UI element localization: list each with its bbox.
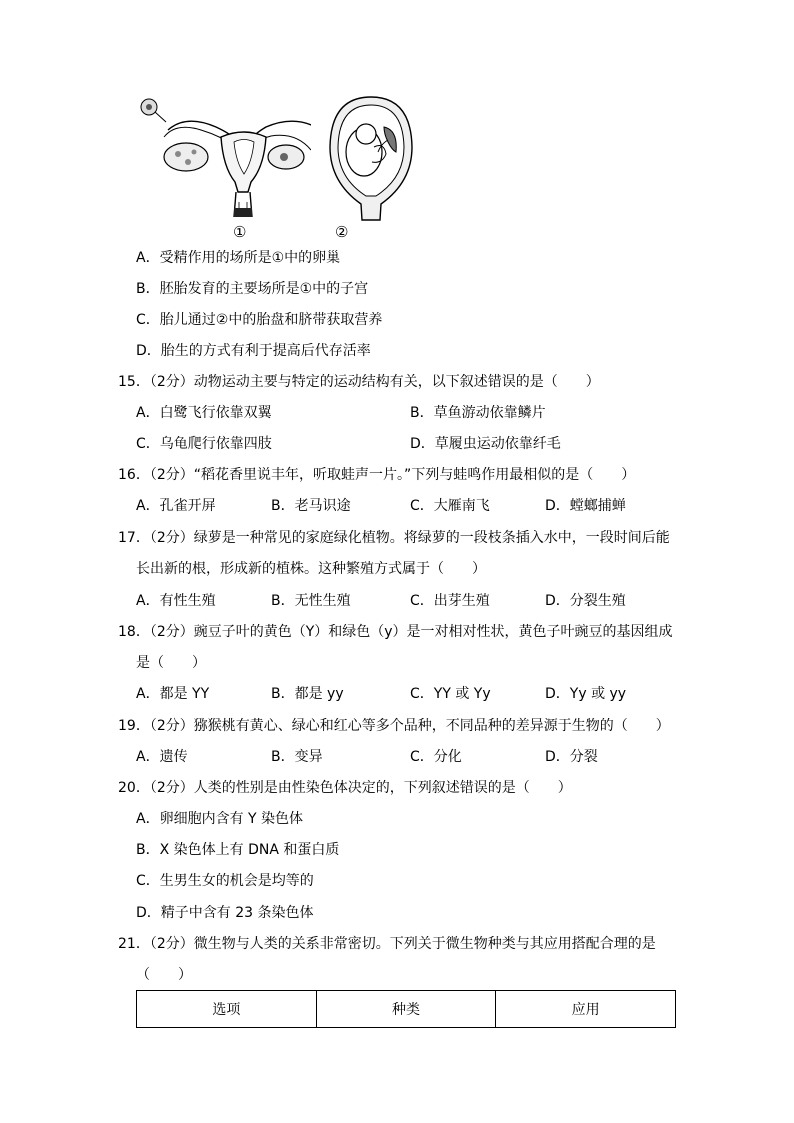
q17-option-a: A．有性生殖 — [136, 593, 216, 609]
q16-stem: 16．（2分）“稻花香里说丰年，听取蛙声一片。”下列与蛙鸣作用最相似的是（ ） — [118, 467, 636, 483]
q14-option-a: A．受精作用的场所是①中的卵巢 — [136, 250, 341, 266]
q17-option-b: B．无性生殖 — [271, 593, 351, 609]
table-header-row — [137, 991, 676, 1028]
q16-option-b: B．老马识途 — [271, 498, 351, 514]
reproductive-figure — [136, 92, 426, 242]
uterus-ovary-illustration — [136, 92, 311, 222]
q19-stem: 19．（2分）猕猴桃有黄心、绿心和红心等多个品种，不同品种的差异源于生物的（ ） — [118, 718, 670, 734]
q15-option-c: C．乌龟爬行依靠四肢 — [136, 436, 272, 452]
q20-option-c: C．生男生女的机会是均等的 — [136, 873, 314, 889]
q18-option-c: C．YY 或 Yy — [410, 686, 491, 702]
q20-stem: 20．（2分）人类的性别是由性染色体决定的，下列叙述错误的是（ ） — [118, 780, 572, 796]
figure-label-2: ② — [335, 223, 349, 241]
q16-option-a: A．孔雀开屏 — [136, 498, 216, 514]
table-header-type: 种类 — [316, 991, 496, 1028]
q15-option-d: D．草履虫运动依靠纤毛 — [410, 436, 561, 452]
q21-stem-line2: （ ） — [136, 967, 192, 983]
fetus-in-uterus-illustration — [326, 92, 416, 222]
q17-stem-line1: 17．（2分）绿萝是一种常见的家庭绿化植物。将绿萝的一段枝条插入水中，一段时间后能 — [118, 530, 670, 546]
q19-option-b: B．变异 — [271, 749, 323, 765]
q15-option-a: A．白鹭飞行依靠双翼 — [136, 405, 272, 421]
q20-option-d: D．精子中含有 23 条染色体 — [136, 905, 314, 921]
q18-stem-line1: 18．（2分）豌豆子叶的黄色（Y）和绿色（y）是一对相对性状，黄色子叶豌豆的基因组成 — [118, 624, 673, 640]
q18-option-b: B．都是 yy — [271, 686, 344, 702]
figure-label-1: ① — [233, 223, 247, 241]
q20-option-a: A．卵细胞内含有 Y 染色体 — [136, 811, 304, 827]
q17-stem-line2: 长出新的根，形成新的植株。这种繁殖方式属于（ ） — [136, 561, 486, 577]
q19-option-a: A．遗传 — [136, 749, 188, 765]
q20-option-b: B．X 染色体上有 DNA 和蛋白质 — [136, 842, 340, 858]
q16-option-d: D．螳螂捕蝉 — [545, 498, 626, 514]
q14-option-d: D．胎生的方式有利于提高后代存活率 — [136, 343, 371, 359]
q21-options-table — [136, 990, 676, 1028]
q19-option-d: D．分裂 — [545, 749, 598, 765]
q15-stem: 15．（2分）动物运动主要与特定的运动结构有关，以下叙述错误的是（ ） — [118, 374, 600, 390]
q18-stem-line2: 是（ ） — [136, 655, 206, 671]
table-header-option: 选项 — [137, 991, 317, 1028]
q14-option-b: B．胚胎发育的主要场所是①中的子宫 — [136, 281, 369, 297]
q18-option-a: A．都是 YY — [136, 686, 210, 702]
q19-option-c: C．分化 — [410, 749, 462, 765]
q16-option-c: C．大雁南飞 — [410, 498, 490, 514]
q17-option-d: D．分裂生殖 — [545, 593, 626, 609]
q15-option-b: B．草鱼游动依靠鳞片 — [410, 405, 546, 421]
q17-option-c: C．出芽生殖 — [410, 593, 490, 609]
q21-stem-line1: 21．（2分）微生物与人类的关系非常密切。下列关于微生物种类与其应用搭配合理的是 — [118, 936, 656, 952]
table-header-application: 应用 — [496, 991, 676, 1028]
q18-option-d: D．Yy 或 yy — [545, 686, 627, 702]
q14-option-c: C．胎儿通过②中的胎盘和脐带获取营养 — [136, 312, 383, 328]
